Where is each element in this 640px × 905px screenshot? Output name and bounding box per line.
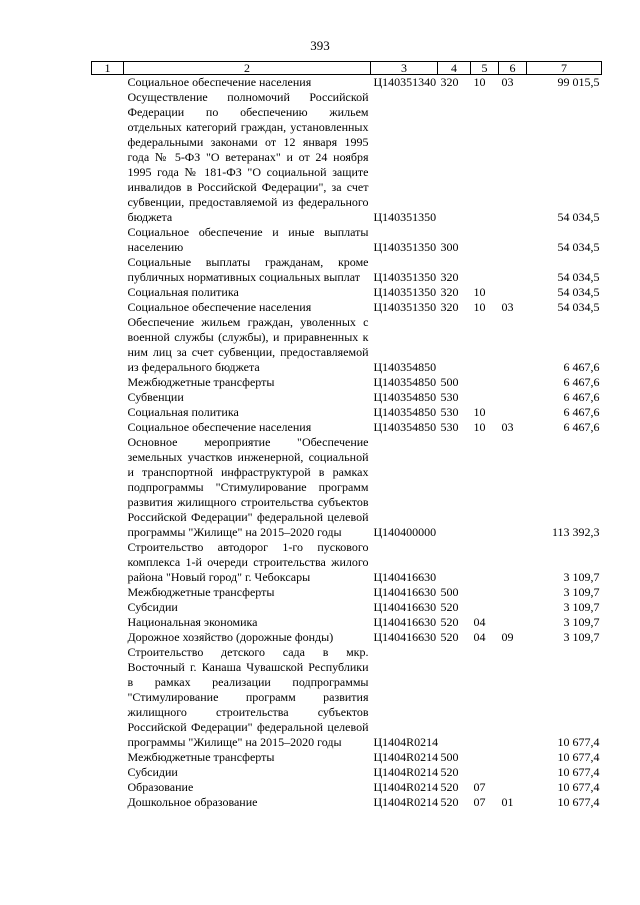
subsection-cell: 03	[501, 75, 514, 89]
item-name-cell: Субвенции	[127, 390, 184, 404]
target-code-cell: Ц140351350	[373, 210, 437, 224]
table-row	[92, 750, 602, 765]
table-row	[92, 600, 602, 615]
row-number-cell	[92, 420, 124, 435]
target-code-cell: Ц1404R0214	[373, 750, 439, 764]
amount-cell: 10 677,4	[557, 765, 600, 779]
amount-cell: 54 034,5	[557, 240, 600, 254]
budget-table-body	[92, 75, 602, 811]
row-number-cell	[92, 540, 124, 585]
table-row	[92, 630, 602, 645]
row-number-cell	[92, 615, 124, 630]
target-code-cell: Ц140416630	[373, 615, 437, 629]
subsection-cell	[499, 600, 527, 615]
item-name-cell: Образование	[127, 780, 194, 794]
item-name-cell: Социальная политика	[127, 405, 239, 419]
column-header: 6	[499, 62, 527, 75]
section-cell: 10	[473, 285, 486, 299]
table-row	[92, 405, 602, 420]
table-row	[92, 375, 602, 390]
subsection-cell	[499, 615, 527, 630]
expense-type-cell	[438, 315, 471, 375]
column-header: 3	[371, 62, 438, 75]
amount-cell: 54 034,5	[557, 285, 600, 299]
target-code-cell: Ц1404R0214	[373, 780, 439, 794]
budget-table	[91, 61, 602, 810]
subsection-cell: 09	[501, 630, 514, 644]
row-number-cell	[92, 300, 124, 315]
row-number-cell	[92, 315, 124, 375]
row-number-cell	[92, 750, 124, 765]
section-cell	[471, 315, 499, 375]
subsection-cell	[499, 765, 527, 780]
subsection-cell: 01	[501, 795, 514, 809]
row-number-cell	[92, 435, 124, 540]
row-number-cell	[92, 765, 124, 780]
target-code-cell: Ц140354850	[373, 360, 437, 374]
target-code-cell: Ц140416630	[373, 600, 437, 614]
item-name-cell: Социальное обеспечение и иные выплаты населению	[127, 225, 369, 254]
amount-cell: 3 109,7	[563, 630, 600, 644]
table-row	[92, 420, 602, 435]
column-header: 5	[471, 62, 499, 75]
table-row	[92, 585, 602, 600]
amount-cell: 3 109,7	[563, 585, 600, 599]
expense-type-cell	[438, 645, 471, 750]
subsection-cell	[499, 780, 527, 795]
page-number: 393	[310, 38, 330, 53]
target-code-cell: Ц140354850	[373, 405, 437, 419]
target-code-cell: Ц140351350	[373, 300, 437, 314]
table-row	[92, 255, 602, 285]
table-row	[92, 315, 602, 375]
row-number-cell	[92, 780, 124, 795]
row-number-cell	[92, 630, 124, 645]
target-code-cell: Ц1404R0214	[373, 765, 439, 779]
expense-type-cell	[438, 90, 471, 225]
table-row	[92, 75, 602, 91]
item-name-cell: Социальное обеспечение населения	[127, 75, 312, 89]
section-cell	[471, 540, 499, 585]
expense-type-cell: 320	[440, 300, 459, 314]
section-cell	[471, 645, 499, 750]
expense-type-cell: 520	[440, 630, 459, 644]
amount-cell: 6 467,6	[563, 420, 600, 434]
amount-cell: 10 677,4	[557, 735, 600, 749]
section-cell	[471, 600, 499, 615]
amount-cell: 54 034,5	[557, 210, 600, 224]
row-number-cell	[92, 285, 124, 300]
amount-cell: 54 034,5	[557, 270, 600, 284]
amount-cell: 6 467,6	[563, 360, 600, 374]
item-name-cell: Социальное обеспечение населения	[127, 300, 312, 314]
expense-type-cell: 520	[440, 615, 459, 629]
expense-type-cell: 520	[440, 780, 459, 794]
table-row	[92, 780, 602, 795]
target-code-cell: Ц140354850	[373, 420, 437, 434]
expense-type-cell: 500	[440, 750, 459, 764]
item-name-cell: Национальная экономика	[127, 615, 258, 629]
subsection-cell	[499, 255, 527, 285]
row-number-cell	[92, 600, 124, 615]
table-row	[92, 795, 602, 810]
section-cell	[471, 225, 499, 255]
column-header: 7	[527, 62, 602, 75]
table-row	[92, 225, 602, 255]
row-number-cell	[92, 795, 124, 810]
target-code-cell: Ц1404R0214	[373, 795, 439, 809]
row-number-cell	[92, 585, 124, 600]
target-code-cell: Ц140416630	[373, 585, 437, 599]
amount-cell: 54 034,5	[557, 300, 600, 314]
subsection-cell	[499, 225, 527, 255]
target-code-cell: Ц140351340	[373, 75, 437, 89]
target-code-cell: Ц1404R0214	[373, 735, 439, 749]
target-code-cell: Ц140351350	[373, 270, 437, 284]
row-number-cell	[92, 390, 124, 405]
section-cell: 04	[473, 615, 486, 629]
table-row	[92, 390, 602, 405]
column-header: 2	[124, 62, 371, 75]
row-number-cell	[92, 645, 124, 750]
section-cell: 10	[473, 405, 486, 419]
expense-type-cell: 500	[440, 585, 459, 599]
section-cell: 10	[473, 420, 486, 434]
subsection-cell	[499, 405, 527, 420]
expense-type-cell: 300	[440, 240, 459, 254]
expense-type-cell: 320	[440, 285, 459, 299]
item-name-cell: Дорожное хозяйство (дорожные фонды)	[127, 630, 334, 644]
subsection-cell	[499, 585, 527, 600]
item-name-cell: Строительство автодорог 1-го пускового комплекса 1-й очереди строительства жилого района "Новый город" г. Чебоксары	[127, 540, 369, 584]
subsection-cell	[499, 315, 527, 375]
amount-cell: 3 109,7	[563, 615, 600, 629]
item-name-cell: Дошкольное образование	[127, 795, 258, 809]
target-code-cell: Ц140416630	[373, 630, 437, 644]
subsection-cell	[499, 645, 527, 750]
subsection-cell: 03	[501, 420, 514, 434]
section-cell	[471, 435, 499, 540]
column-header: 4	[438, 62, 471, 75]
item-name-cell: Осуществление полномочий Российской Федерации по обеспечению жильем отдельных категорий граждан, установленных федеральными законами от 12 января 1995 года № 5-ФЗ "О ветеранах" и от 24 ноября 1995 года № 181-ФЗ "О социальной защите инвалидов в Российской Федерации", за счет субвенции, предоставляемой из федерального бюджета	[127, 90, 369, 224]
item-name-cell: Субсидии	[127, 765, 178, 779]
amount-cell: 3 109,7	[563, 570, 600, 584]
amount-cell: 99 015,5	[557, 75, 600, 89]
item-name-cell: Социальное обеспечение населения	[127, 420, 312, 434]
target-code-cell: Ц140354850	[373, 375, 437, 389]
expense-type-cell: 530	[440, 405, 459, 419]
table-row	[92, 435, 602, 540]
table-row	[92, 765, 602, 780]
section-cell	[471, 765, 499, 780]
subsection-cell	[499, 435, 527, 540]
subsection-cell	[499, 540, 527, 585]
budget-table-container	[91, 61, 601, 810]
item-name-cell: Основное мероприятие "Обеспечение земельных участков инженерной, социальной и транспортной инфраструктурой в рамках подпрограммы "Стимулирование программ развития жилищного строительства субъектов Российской Федерации" федеральной целевой программы "Жилище" на 2015–2020 годы	[127, 435, 369, 539]
table-row	[92, 300, 602, 315]
amount-cell: 3 109,7	[563, 600, 600, 614]
row-number-cell	[92, 90, 124, 225]
section-cell: 10	[473, 75, 486, 89]
row-number-cell	[92, 75, 124, 91]
table-row	[92, 615, 602, 630]
section-cell	[471, 585, 499, 600]
section-cell	[471, 390, 499, 405]
amount-cell: 113 392,3	[551, 525, 600, 539]
item-name-cell: Строительство детского сада в мкр. Восточный г. Канаша Чувашской Республики в рамках реализации подпрограммы "Стимулирование программ развития жилищного строительства субъектов Российской Федерации" федеральной целевой программы "Жилище" на 2015–2020 годы	[127, 645, 369, 749]
item-name-cell: Межбюджетные трансферты	[127, 375, 275, 389]
expense-type-cell: 520	[440, 600, 459, 614]
expense-type-cell: 530	[440, 420, 459, 434]
section-cell	[471, 90, 499, 225]
item-name-cell: Социальные выплаты гражданам, кроме публичных нормативных социальных выплат	[127, 255, 369, 284]
item-name-cell: Обеспечение жильем граждан, уволенных с военной службы (службы), и приравненных к ним лиц за счет субвенции, предоставляемой из федерального бюджета	[127, 315, 369, 374]
table-row	[92, 285, 602, 300]
section-cell: 07	[473, 780, 486, 794]
item-name-cell: Межбюджетные трансферты	[127, 585, 275, 599]
column-numbers-header	[92, 62, 602, 75]
amount-cell: 6 467,6	[563, 405, 600, 419]
amount-cell: 6 467,6	[563, 375, 600, 389]
table-row	[92, 540, 602, 585]
section-cell	[471, 750, 499, 765]
target-code-cell: Ц140351350	[373, 240, 437, 254]
item-name-cell: Социальная политика	[127, 285, 239, 299]
subsection-cell	[499, 285, 527, 300]
expense-type-cell: 530	[440, 390, 459, 404]
expense-type-cell	[438, 435, 471, 540]
target-code-cell: Ц140400000	[373, 525, 437, 539]
amount-cell: 10 677,4	[557, 780, 600, 794]
expense-type-cell	[438, 540, 471, 585]
section-cell: 07	[473, 795, 486, 809]
row-number-cell	[92, 225, 124, 255]
expense-type-cell: 520	[440, 765, 459, 779]
table-row	[92, 90, 602, 225]
subsection-cell	[499, 390, 527, 405]
amount-cell: 10 677,4	[557, 795, 600, 809]
target-code-cell: Ц140354850	[373, 390, 437, 404]
section-cell	[471, 255, 499, 285]
table-row	[92, 645, 602, 750]
item-name-cell: Субсидии	[127, 600, 178, 614]
target-code-cell: Ц140416630	[373, 570, 437, 584]
subsection-cell	[499, 375, 527, 390]
expense-type-cell: 500	[440, 375, 459, 389]
subsection-cell	[499, 750, 527, 765]
expense-type-cell: 320	[440, 270, 459, 284]
subsection-cell: 03	[501, 300, 514, 314]
amount-cell: 10 677,4	[557, 750, 600, 764]
expense-type-cell: 320	[440, 75, 459, 89]
row-number-cell	[92, 375, 124, 390]
amount-cell: 6 467,6	[563, 390, 600, 404]
row-number-cell	[92, 405, 124, 420]
section-cell: 04	[473, 630, 486, 644]
expense-type-cell: 520	[440, 795, 459, 809]
item-name-cell: Межбюджетные трансферты	[127, 750, 275, 764]
column-header: 1	[92, 62, 124, 75]
subsection-cell	[499, 90, 527, 225]
section-cell: 10	[473, 300, 486, 314]
target-code-cell: Ц140351350	[373, 285, 437, 299]
row-number-cell	[92, 255, 124, 285]
section-cell	[471, 375, 499, 390]
